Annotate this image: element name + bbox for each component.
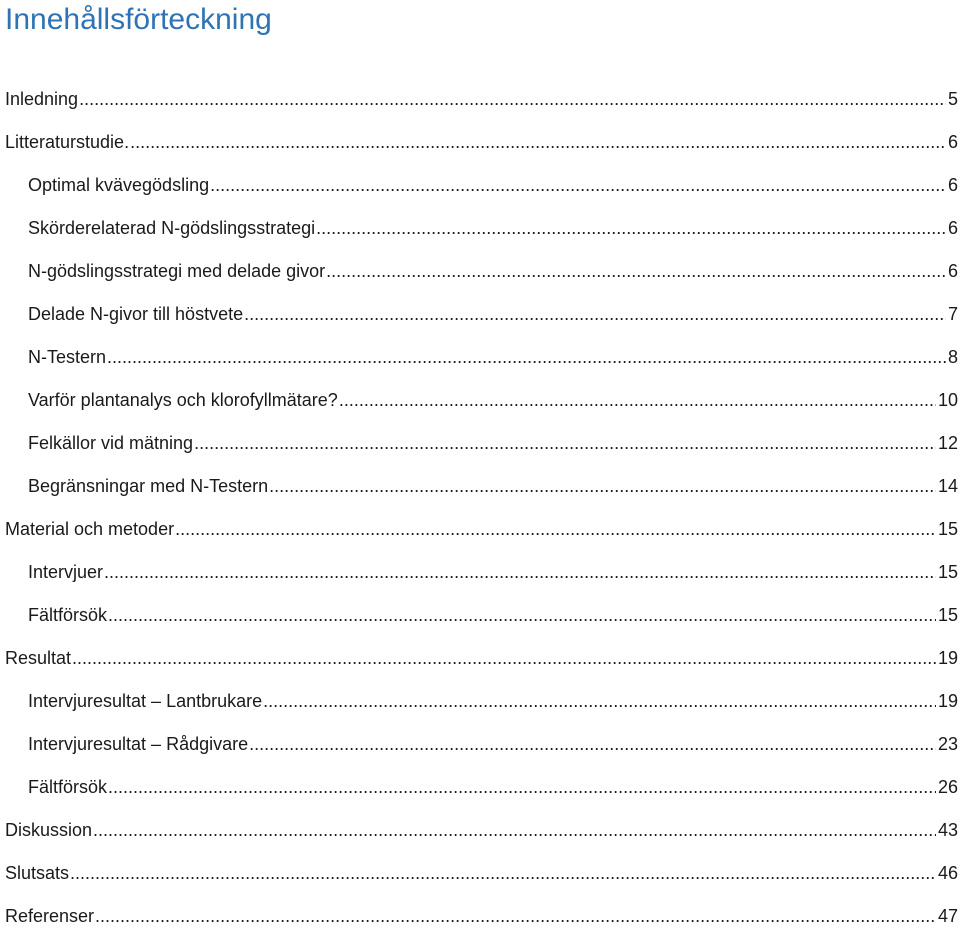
toc-entry-title[interactable]: Litteraturstudie. xyxy=(5,132,130,152)
toc-entry-title[interactable]: Intervjuresultat – Lantbrukare xyxy=(28,691,263,711)
toc-entry-page: 15 xyxy=(937,562,958,582)
dot-leader xyxy=(194,422,936,465)
toc-entry-felkallor[interactable] xyxy=(0,422,960,465)
dot-leader xyxy=(70,852,936,895)
toc-entry-title[interactable]: Felkällor vid mätning xyxy=(28,433,194,453)
dot-leader xyxy=(326,250,946,293)
toc-entry-optimal-kvavegodsling[interactable] xyxy=(0,164,960,207)
dot-leader xyxy=(108,594,936,637)
toc-entry-page: 26 xyxy=(937,777,958,797)
toc-entry-title[interactable]: Slutsats xyxy=(5,863,70,883)
toc-entry-litteraturstudie[interactable] xyxy=(0,121,960,164)
toc-entry-page: 7 xyxy=(947,304,958,324)
toc-entry-page: 46 xyxy=(937,863,958,883)
toc-entry-title[interactable]: Inledning xyxy=(5,89,79,109)
toc-entry-title[interactable]: Begränsningar med N-Testern xyxy=(28,476,269,496)
toc-entry-page: 23 xyxy=(937,734,958,754)
dot-leader xyxy=(263,680,936,723)
toc-entry-material-och-metoder[interactable] xyxy=(0,508,960,551)
toc-entry-intervjuresultat-lantbrukare[interactable] xyxy=(0,680,960,723)
toc-entry-page: 6 xyxy=(947,175,958,195)
dot-leader xyxy=(107,336,946,379)
toc-entry-page: 15 xyxy=(937,519,958,539)
toc-entry-page: 8 xyxy=(947,347,958,367)
toc-entry-page: 5 xyxy=(947,89,958,109)
toc-entry-plantanalys[interactable] xyxy=(0,379,960,422)
toc-entry-page: 14 xyxy=(937,476,958,496)
toc-entry-title[interactable]: Fältförsök xyxy=(28,605,108,625)
toc-entry-title[interactable]: Referenser xyxy=(5,906,95,926)
dot-leader xyxy=(316,207,946,250)
toc-entry-page: 43 xyxy=(937,820,958,840)
toc-entry-title[interactable]: N-gödslingsstrategi med delade givor xyxy=(28,261,326,281)
toc-entry-slutsats[interactable] xyxy=(0,852,960,895)
dot-leader xyxy=(269,465,936,508)
toc-entry-page: 19 xyxy=(937,648,958,668)
toc-entry-title[interactable]: Resultat xyxy=(5,648,72,668)
toc-entry-delade-givor[interactable] xyxy=(0,250,960,293)
toc-entry-title[interactable]: Optimal kvävegödsling xyxy=(28,175,210,195)
dot-leader xyxy=(175,508,936,551)
dot-leader xyxy=(93,809,936,852)
toc-entry-resultat[interactable] xyxy=(0,637,960,680)
dot-leader xyxy=(210,164,946,207)
toc-entry-page: 6 xyxy=(947,218,958,238)
toc-entry-hostvete[interactable] xyxy=(0,293,960,336)
toc-entry-title[interactable]: Intervjuresultat – Rådgivare xyxy=(28,734,249,754)
toc-entry-page: 10 xyxy=(937,390,958,410)
toc-entry-skorderelaterad[interactable] xyxy=(0,207,960,250)
dot-leader xyxy=(249,723,936,766)
toc-entry-page: 6 xyxy=(947,261,958,281)
dot-leader xyxy=(104,551,936,594)
toc-heading: Innehållsförteckning xyxy=(5,3,272,36)
toc-entry-faltforsok-resultat[interactable] xyxy=(0,766,960,809)
toc-entry-faltforsok-metod[interactable] xyxy=(0,594,960,637)
toc-entry-diskussion[interactable] xyxy=(0,809,960,852)
dot-leader xyxy=(79,78,946,121)
toc-entry-title[interactable]: N-Testern xyxy=(28,347,107,367)
toc-entry-page: 47 xyxy=(937,906,958,926)
toc-entry-page: 19 xyxy=(937,691,958,711)
toc-entry-page: 6 xyxy=(947,132,958,152)
toc-entry-title[interactable]: Fältförsök xyxy=(28,777,108,797)
dot-leader xyxy=(244,293,946,336)
toc-entry-title[interactable]: Material och metoder xyxy=(5,519,175,539)
toc-entry-title[interactable]: Diskussion xyxy=(5,820,93,840)
toc-entry-n-testern[interactable] xyxy=(0,336,960,379)
dot-leader xyxy=(108,766,936,809)
toc-entry-intervjuresultat-radgivare[interactable] xyxy=(0,723,960,766)
dot-leader xyxy=(339,379,936,422)
toc-entry-title[interactable]: Skörderelaterad N-gödslingsstrategi xyxy=(28,218,316,238)
dot-leader xyxy=(130,121,946,164)
toc-entry-intervjuer[interactable] xyxy=(0,551,960,594)
toc-entry-title[interactable]: Varför plantanalys och klorofyllmätare? xyxy=(28,390,338,410)
toc-entry-page: 12 xyxy=(937,433,958,453)
toc-entry-begransningar[interactable] xyxy=(0,465,960,508)
toc-entry-title[interactable]: Intervjuer xyxy=(28,562,104,582)
dot-leader xyxy=(72,637,936,680)
toc-entry-title[interactable]: Delade N-givor till höstvete xyxy=(28,304,244,324)
toc-entry-page: 15 xyxy=(937,605,958,625)
toc-entry-inledning[interactable] xyxy=(0,78,960,121)
toc-list xyxy=(0,78,960,938)
